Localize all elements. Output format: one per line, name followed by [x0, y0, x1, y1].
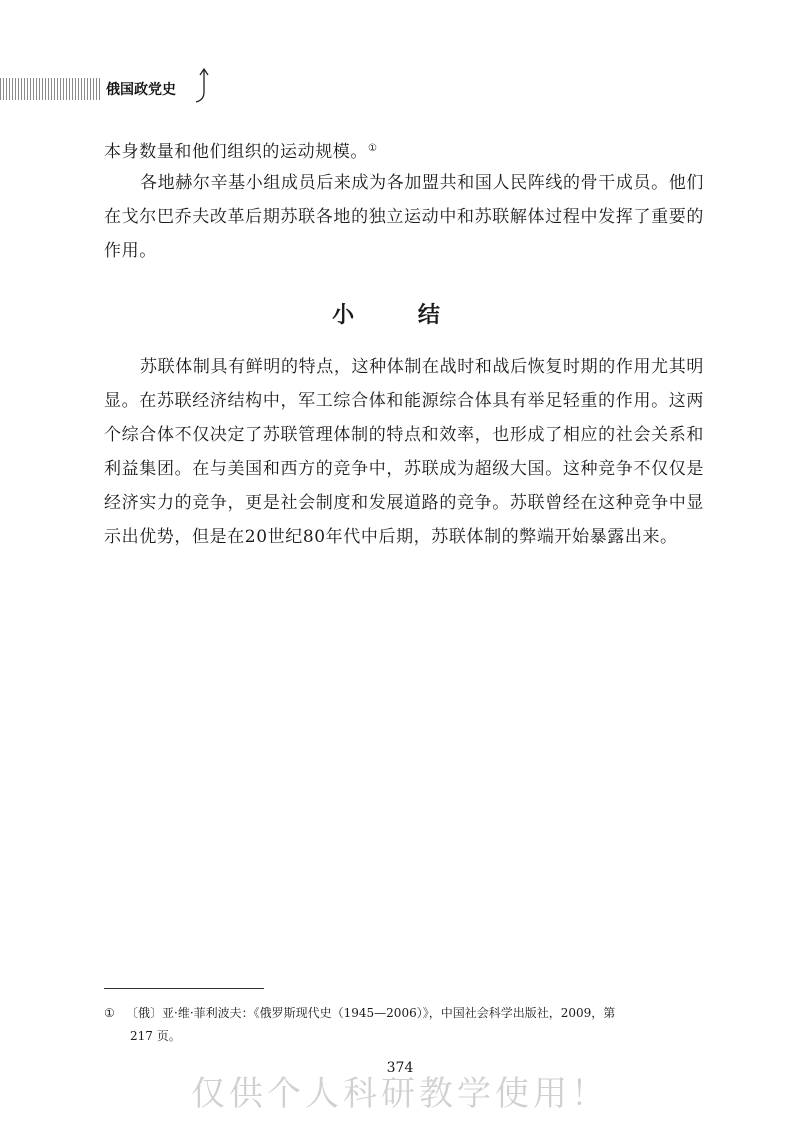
footnote-reference[interactable]: ① — [368, 143, 378, 154]
paragraph-continuation-text: 本身数量和他们组织的运动规模。 — [104, 142, 368, 162]
header-arrow-icon — [194, 66, 214, 106]
paragraph-summary: 苏联体制具有鲜明的特点，这种体制在战时和战后恢复时期的作用尤其明显。在苏联经济结构中，军工综合体和能源综合体具有举足轻重的作用。这两个综合体不仅决定了苏联管理体制的特点和效率，也形成了相应的社会关系和利益集团。在与美国和西方的竞争中，苏联成为超级大国。这种竞争不仅仅是经济实力的竞争，更是社会制度和发展道路的竞争。苏联曾经在这种竞争中显示出优势，但是在20世纪80年代中后期，苏联体制的弊端开始暴露出来。 — [104, 357, 704, 547]
footnote-text-line1: 〔俄〕亚·维·菲利波夫：《俄罗斯现代史（1945—2006）》，中国社会科学出版社，2009，第 — [126, 1006, 616, 1020]
section-title-summary: 小 结 — [332, 303, 468, 328]
paragraph-helsinki-groups: 各地赫尔辛基小组成员后来成为各加盟共和国人民阵线的骨干成员。他们在戈尔巴乔夫改革后期苏联各地的独立运动中和苏联解体过程中发挥了重要的作用。 — [104, 173, 704, 261]
running-header-title: 俄国政党史 — [106, 82, 176, 98]
footnote-line — [104, 1002, 744, 1025]
watermark-text: 仅供个人科研教学使用！ — [191, 1074, 609, 1114]
paragraph-continuation — [104, 132, 704, 169]
header-decorative-band — [0, 78, 100, 100]
footnote-divider — [104, 988, 264, 989]
footnote-text-line2: 217 页。 — [130, 1029, 181, 1043]
footnote — [104, 1002, 744, 1048]
footnote-marker: ① — [104, 1006, 115, 1020]
page-number: 374 — [386, 1060, 414, 1076]
